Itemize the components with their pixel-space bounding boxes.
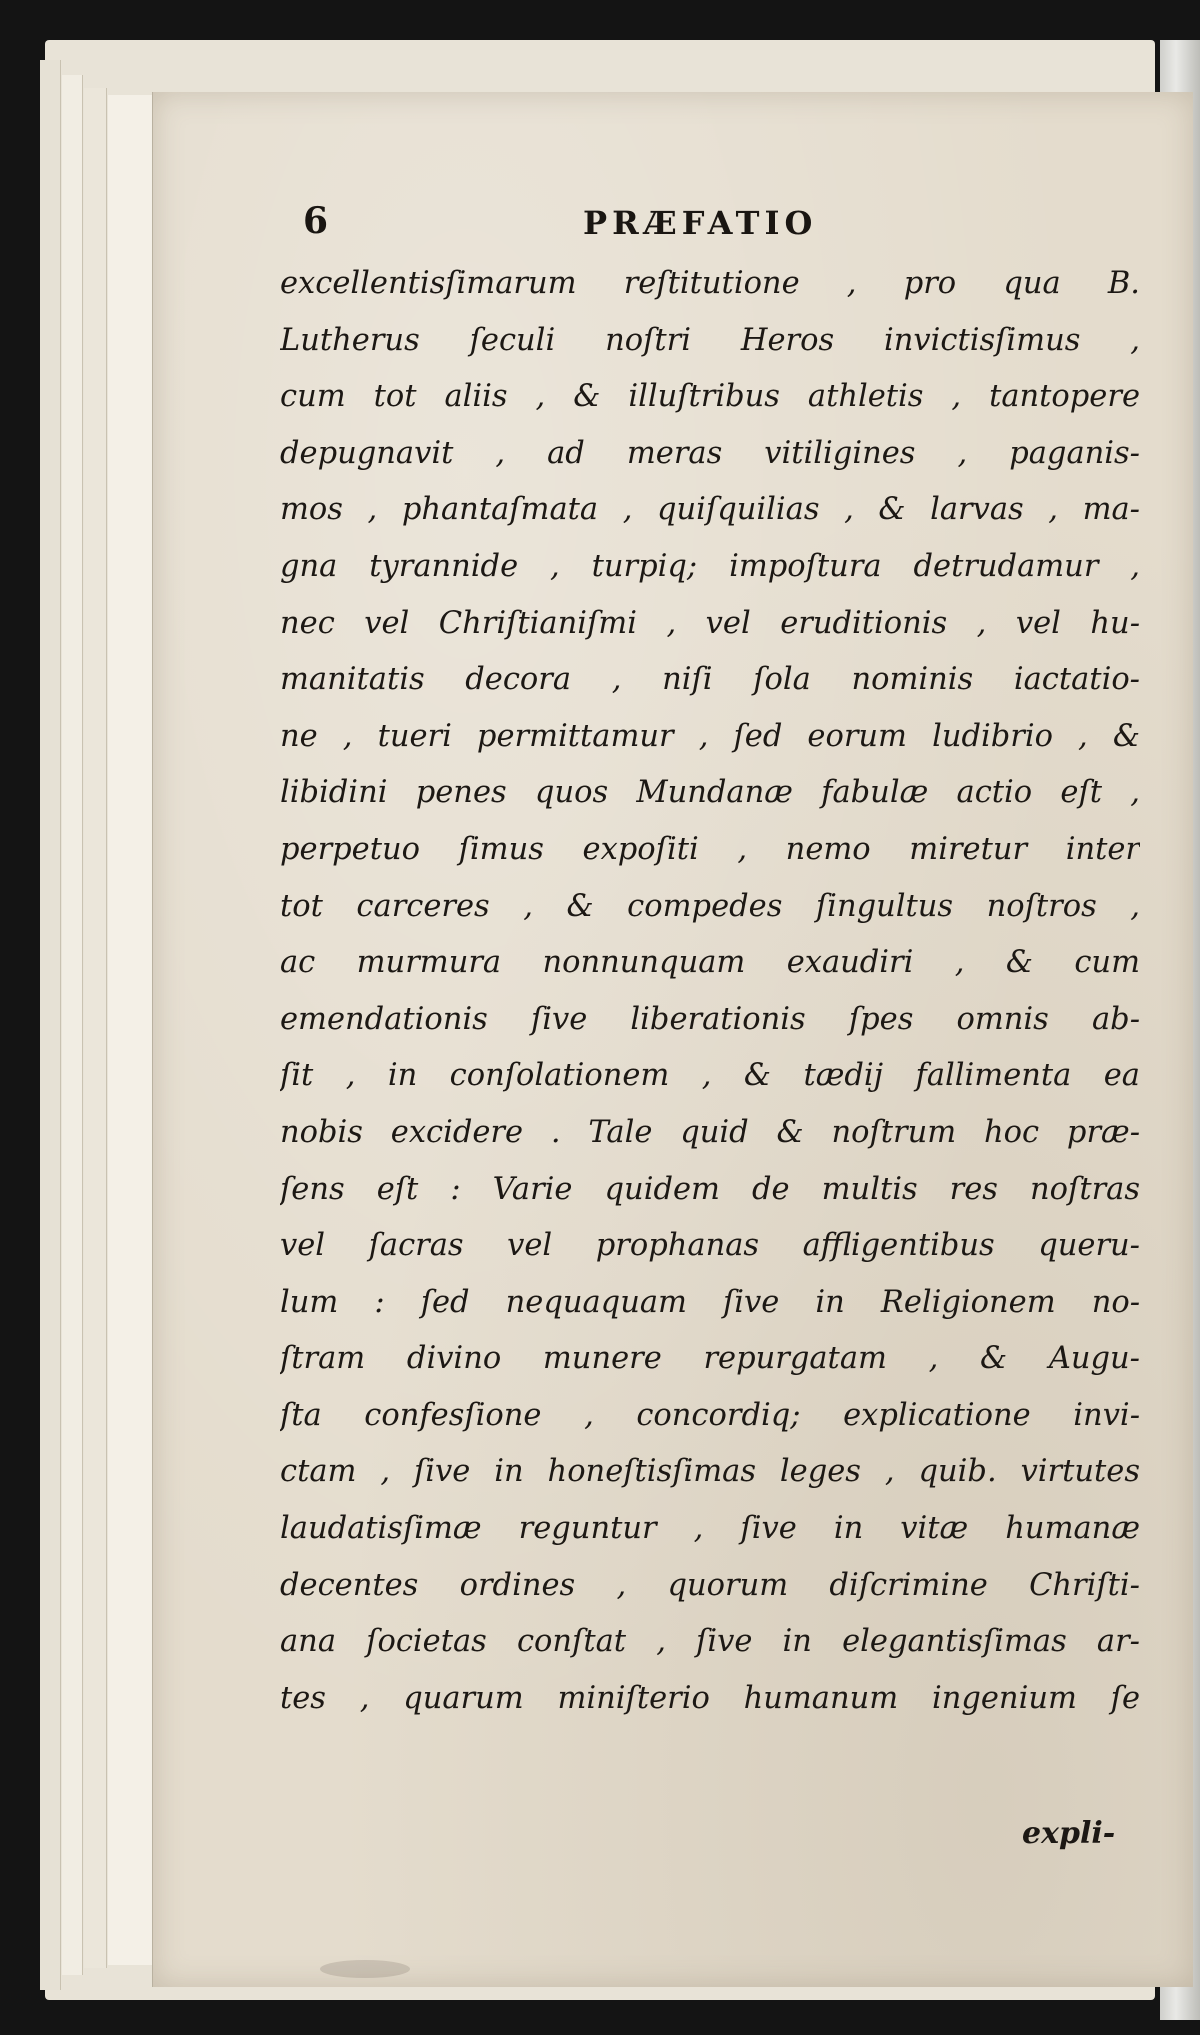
text-line: vel ſacras vel prophanas affligentibus queru- <box>280 1228 1140 1264</box>
text-line: depugnavit , ad meras vitiligines , paganis- <box>280 435 1140 471</box>
text-line: ctam , ſive in honeſtisſimas leges , quib. virtutes <box>280 1454 1140 1490</box>
text-line: excellentisſimarum reſtitutione , pro qua B. <box>280 266 1140 301</box>
text-line: lum : ſed nequaquam ſive in Religionem no- <box>280 1284 1140 1320</box>
text-line: nec vel Chriſtianiſmi , vel eruditionis , vel hu- <box>280 605 1140 641</box>
text-line: nobis excidere . Tale quid & noſtrum hoc præ- <box>280 1114 1140 1150</box>
text-line: mos , phantaſmata , quiſquilias , & larvas , ma- <box>280 492 1140 528</box>
catchword: expli- <box>1022 1816 1116 1851</box>
ink-smudge <box>320 1960 410 1978</box>
page-edge <box>108 95 157 1965</box>
text-line: ana ſocietas conſtat , ſive in elegantisſimas ar- <box>280 1624 1140 1660</box>
text-line: tes , quarum miniſterio humanum ingenium ſe <box>280 1680 1140 1716</box>
text-line: ſit , in conſolationem , & tædij fallimenta ea <box>280 1058 1140 1094</box>
page-header <box>303 200 943 260</box>
text-line: emendationis ſive liberationis ſpes omnis ab- <box>280 1001 1140 1037</box>
text-line: ſtram divino munere repurgatam , & Augu- <box>280 1341 1140 1377</box>
text-line: libidini penes quos Mundanæ fabulæ actio eſt , <box>280 775 1140 811</box>
page-edge <box>84 88 107 1968</box>
text-line: laudatisſimæ reguntur , ſive in vitæ humanæ <box>280 1511 1140 1547</box>
text-line: ſens eſt : Varie quidem de multis res noſtras <box>280 1171 1140 1207</box>
body-text <box>280 256 1140 1727</box>
page-edge <box>62 75 83 1975</box>
text-line: ſta confesſione , concordiq; explicatione invi- <box>280 1397 1140 1433</box>
text-line: ac murmura nonnunquam exaudiri , & cum <box>280 945 1140 981</box>
text-line: ne , tueri permittamur , ſed eorum ludibrio , & <box>280 718 1140 754</box>
page-edge <box>40 60 61 1990</box>
text-line: manitatis decora , niſi ſola nominis iactatio- <box>280 662 1140 698</box>
text-line: gna tyrannide , turpiq; impoſtura detrudamur , <box>280 548 1140 584</box>
text-line: tot carceres , & compedes ſingultus noſtros , <box>280 888 1140 924</box>
running-head: PRÆFATIO <box>583 204 818 242</box>
page-number: 6 <box>303 200 329 242</box>
text-line: decentes ordines , quorum diſcrimine Chriſti- <box>280 1567 1140 1603</box>
text-line: cum tot aliis , & illuſtribus athletis , tantopere <box>280 379 1140 415</box>
text-line: perpetuo ſimus expoſiti , nemo miretur inter <box>280 831 1140 867</box>
text-line: Lutherus ſeculi noſtri Heros invictisſimus , <box>280 322 1140 358</box>
